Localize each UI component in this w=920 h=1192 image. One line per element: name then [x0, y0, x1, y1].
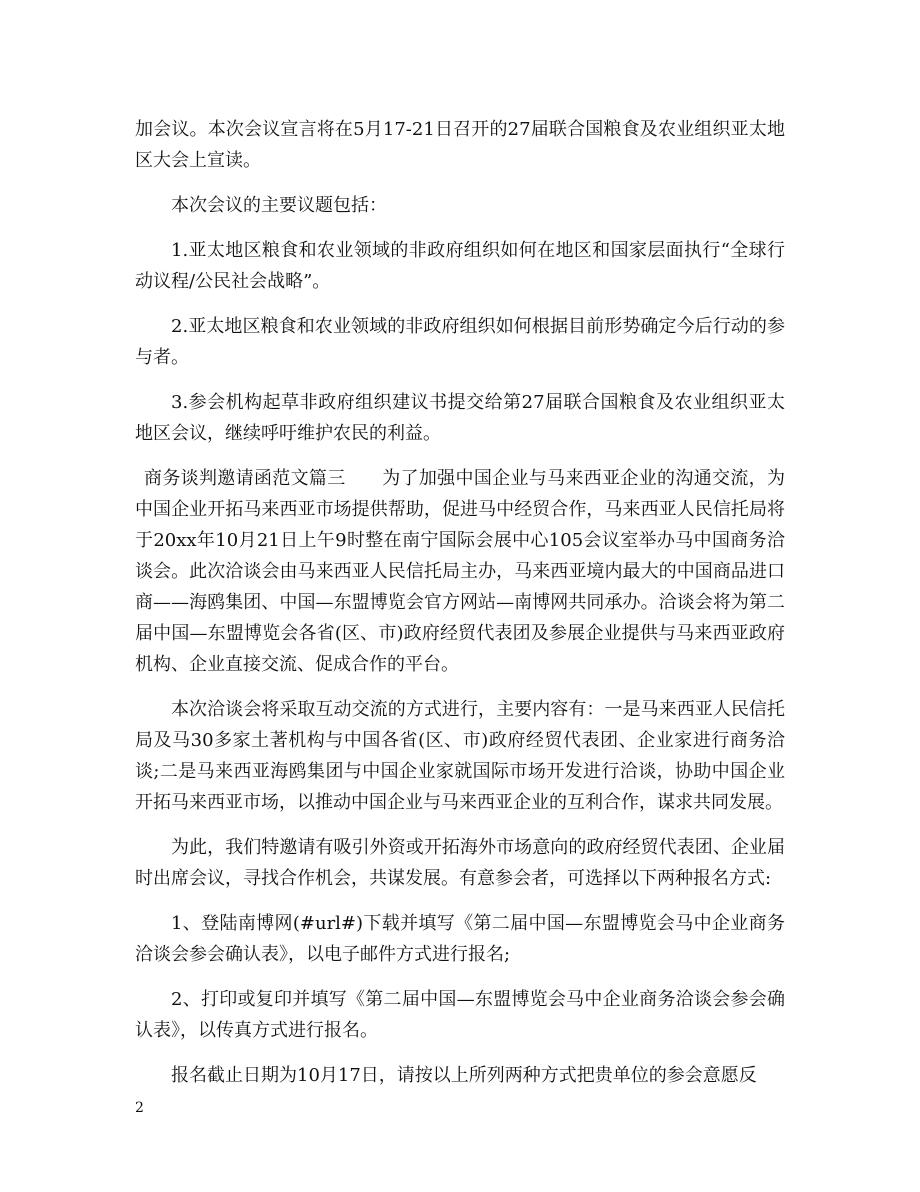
paragraph-4: 2.亚太地区粮食和农业领域的非政府组织如何根据目前形势确定今后行动的参与者。	[135, 316, 785, 368]
paragraph-1: 加会议。本次会议宣言将在5月17-21日召开的27届联合国粮食及农业组织亚太地区大会上宣读。	[135, 119, 785, 171]
paragraph-7: 本次洽谈会将采取互动交流的方式进行，主要内容有：一是马来西亚人民信托局及马30多家土著机构与中国各省(区、市)政府经贸代表团、企业家进行商务洽谈;二是马来西亚海鸥集团与中国企业家就国际市场开发进行洽谈，协助中国企业开拓马来西亚市场，以推动中国企业与马来西亚企业的互利合作，谋求共同发展。	[135, 699, 785, 813]
page-number: 2	[135, 1100, 144, 1116]
paragraph-5: 3.参会机构起草非政府组织建议书提交给第27届联合国粮食及农业组织亚太地区会议，继续呼吁维护农民的利益。	[135, 392, 785, 444]
paragraph-9: 1、登陆南博网(#url#)下载并填写《第二届中国—东盟博览会马中企业商务洽谈会参会确认表》，以电子邮件方式进行报名;	[135, 913, 785, 965]
paragraph-6: 商务谈判邀请函范文篇三 为了加强中国企业与马来西亚企业的沟通交流，为中国企业开拓马来西亚市场提供帮助，促进马中经贸合作，马来西亚人民信托局将于20xx年10月21日上午9时整在南宁国际会展中心105会议室举办马中国商务洽谈会。此次洽谈会由马来西亚人民信托局主办，马来西亚境内最大的中国商品进口商——海鸥集团、中国—东盟博览会官方网站—南博网共同承办。洽谈会将为第二届中国—东盟博览会各省(区、市)政府经贸代表团及参展企业提供与马来西亚政府机构、企业直接交流、促成合作的平台。	[135, 468, 785, 675]
paragraph-3: 1.亚太地区粮食和农业领域的非政府组织如何在地区和国家层面执行“全球行动议程/公民社会战略”。	[135, 240, 785, 292]
paragraph-8: 为此，我们特邀请有吸引外资或开拓海外市场意向的政府经贸代表团、企业届时出席会议，寻找合作机会，共谋发展。有意参会者，可选择以下两种报名方式:	[135, 837, 785, 889]
paragraph-11: 报名截止日期为10月17日，请按以上所列两种方式把贵单位的参会意愿反	[171, 1065, 757, 1086]
paragraph-10: 2、打印或复印并填写《第二届中国—东盟博览会马中企业商务洽谈会参会确认表》，以传真方式进行报名。	[135, 989, 785, 1041]
document-body	[135, 114, 785, 1105]
paragraph-2: 本次会议的主要议题包括：	[171, 195, 387, 216]
